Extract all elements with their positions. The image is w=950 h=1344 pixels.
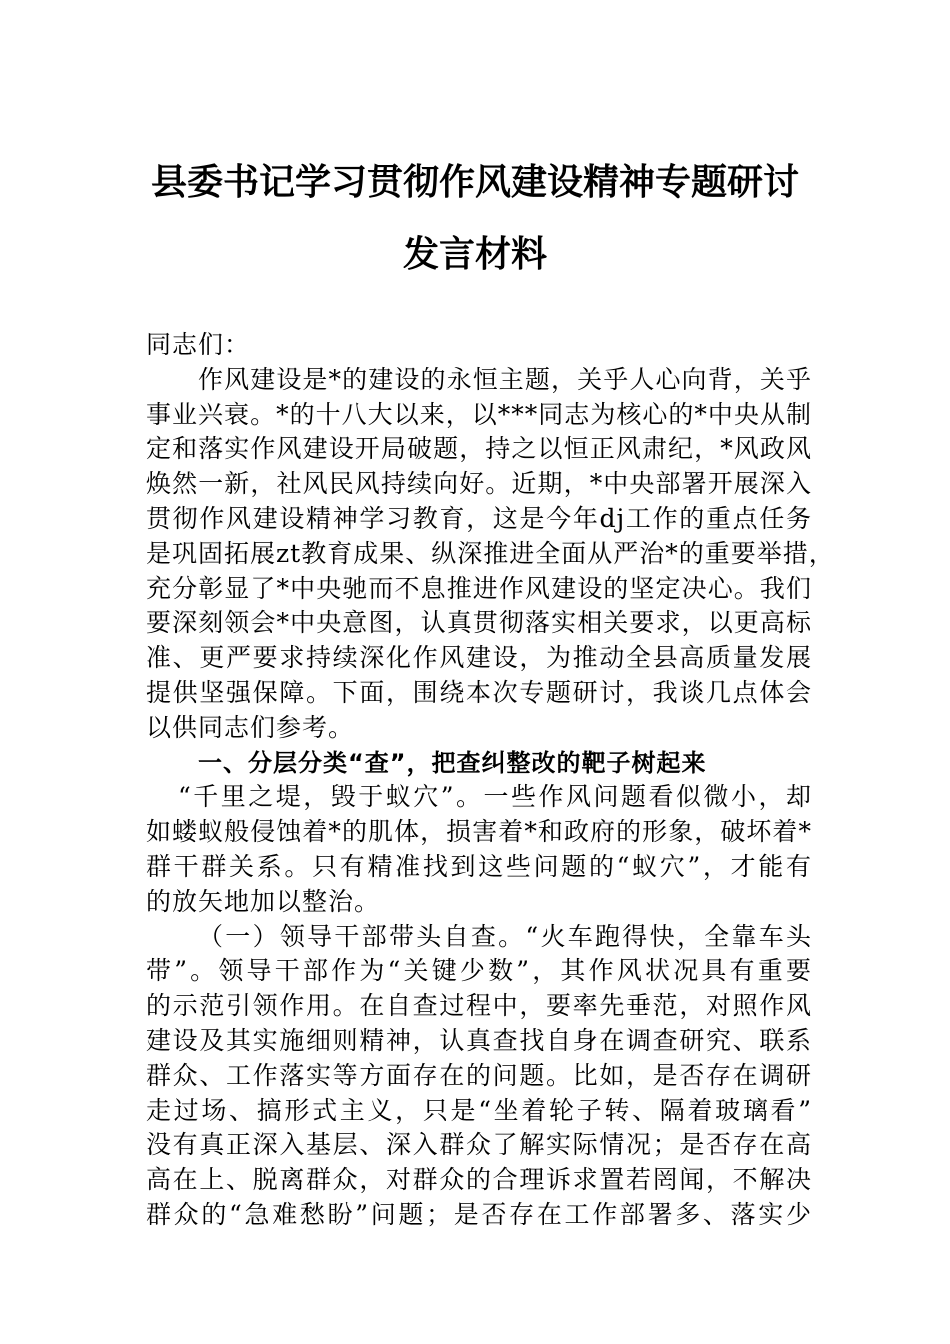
- paragraph-line: 的示范引领作用。在自查过程中，要率先垂范，对照作风: [146, 991, 812, 1021]
- paragraph-line: 没有真正深入基层、深入群众了解实际情况；是否存在高: [146, 1130, 812, 1160]
- paragraph-line: 带”。领导干部作为“关键少数”，其作风状况具有重要: [146, 956, 812, 986]
- paragraph-line: 提供坚强保障。下面，围绕本次专题研讨，我谈几点体会: [146, 677, 812, 707]
- document-body: [146, 328, 835, 1233]
- paragraph-line: 群众的“急难愁盼”问题；是否存在工作部署多、落实少: [146, 1199, 812, 1229]
- paragraph-line: 要深刻领会*中央意图，认真贯彻落实相关要求，以更高标: [146, 608, 812, 638]
- paragraph-line: 群干群关系。只有精准找到这些问题的“蚁穴”，才能有: [146, 851, 812, 881]
- paragraph-line: 群众、工作落实等方面存在的问题。比如，是否存在调研: [146, 1060, 812, 1090]
- document-title-line-2: 发言材料: [402, 233, 547, 275]
- paragraph-line: 以供同志们参考。: [146, 712, 355, 742]
- paragraph-line: 作风建设是*的建设的永恒主题，关乎人心向背，关乎: [198, 364, 812, 394]
- subsection-line: （一）领导干部带头自查。“火车跑得快，全靠车头: [198, 921, 812, 951]
- paragraph-line: 定和落实作风建设开局破题，持之以恒正风肃纪，*风政风: [146, 434, 812, 464]
- paragraph-line: 事业兴衰。*的十八大以来，以***同志为核心的*中央从制: [146, 399, 812, 429]
- paragraph-line: 焕然一新，社风民风持续向好。近期，*中央部署开展深入: [146, 469, 812, 499]
- paragraph-line: “千里之堤，毁于蚁穴”。一些作风问题看似微小，却: [178, 782, 812, 812]
- paragraph-line: 贯彻作风建设精神学习教育，这是今年dj工作的重点任务: [146, 503, 812, 533]
- paragraph-line: 是巩固拓展zt教育成果、纵深推进全面从严治*的重要举措，: [146, 538, 835, 568]
- paragraph-line: 走过场、搞形式主义，只是“坐着轮子转、隔着玻璃看”: [146, 1095, 812, 1125]
- section-heading: 一、分层分类“查”，把查纠整改的靶子树起来: [198, 748, 707, 777]
- salutation: 同志们：: [146, 330, 251, 359]
- paragraph-line: 的放矢地加以整治。: [146, 886, 381, 916]
- document-title-line-1: 县委书记学习贯彻作风建设精神专题研讨: [150, 161, 799, 203]
- paragraph-line: 如蝼蚁般侵蚀着*的肌体，损害着*和政府的形象，破坏着*: [146, 817, 812, 847]
- paragraph-line: 准、更严要求持续深化作风建设，为推动全县高质量发展: [146, 643, 812, 673]
- paragraph-line: 充分彰显了*中央驰而不息推进作风建设的坚定决心。我们: [146, 573, 812, 603]
- paragraph-line: 高在上、脱离群众，对群众的合理诉求置若罔闻，不解决: [146, 1165, 812, 1195]
- paragraph-line: 建设及其实施细则精神，认真查找自身在调查研究、联系: [146, 1025, 812, 1055]
